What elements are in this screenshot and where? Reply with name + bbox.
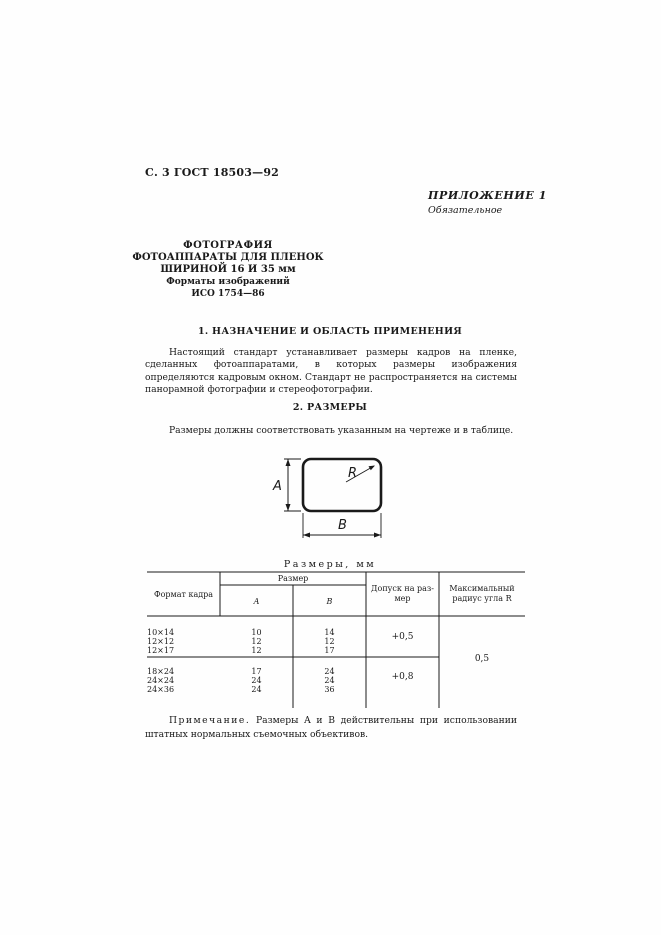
group2-format-1: 18×24 (147, 667, 175, 676)
frame-drawing (270, 452, 390, 544)
title-line-5: ИСО 1754—86 (191, 289, 265, 299)
header-radius-line-2: радиус угла R (452, 594, 512, 603)
group2-b-3: 36 (324, 685, 335, 694)
document-title-block (130, 240, 326, 300)
group2-b-2: 24 (324, 676, 335, 685)
header-format: Формат кадра (153, 590, 214, 599)
dimension-a-label: A (273, 479, 282, 494)
group1-a-1: 10 (251, 628, 262, 637)
group1-format-3: 12×17 (147, 646, 175, 655)
header-a: A (253, 597, 260, 606)
group2-a-1: 17 (251, 667, 262, 676)
note-text: Размеры A и B действительны при использовании штатных нормальных съемочных объективов. (145, 715, 517, 740)
header-tolerance-line-2: мер (394, 594, 411, 603)
group1-b-1: 14 (324, 628, 335, 637)
radius-label: R (348, 466, 358, 481)
section-1-heading: 1. НАЗНАЧЕНИЕ И ОБЛАСТЬ ПРИМЕНЕНИЯ (197, 326, 463, 337)
dimension-b-label: B (338, 518, 347, 533)
title-line-4: Форматы изображений (166, 277, 290, 287)
appendix-title: ПРИЛОЖЕНИЕ 1 (428, 189, 548, 202)
section-2-heading: 2. РАЗМЕРЫ (292, 402, 368, 413)
group2-b-1: 24 (324, 667, 335, 676)
section-2-paragraph: Размеры должны соответствовать указанным на чертеже и в таблице. (169, 425, 514, 436)
group1-format-1: 10×14 (147, 628, 175, 637)
radius-value: 0,5 (474, 654, 490, 664)
section-1-paragraph: Настоящий стандарт устанавливает размеры кадров на пленке, сделанных фотоаппаратами, в которых размеры изображения определяются кадровым окном. Стандарт не распространяется на системы панорамной фотографии и стереофотографии. (145, 347, 517, 395)
group1-a-3: 12 (251, 646, 262, 655)
title-line-1: ФОТОГРАФИЯ (183, 240, 273, 251)
table-caption: Размеры, мм (283, 559, 377, 570)
group2-a-2: 24 (251, 676, 262, 685)
group2-a-3: 24 (251, 685, 262, 694)
group2-tolerance: +0,8 (391, 672, 414, 682)
title-line-2: ФОТОАППАРАТЫ ДЛЯ ПЛЕНОК (132, 252, 324, 263)
group1-b-2: 12 (324, 637, 335, 646)
table-note (145, 714, 517, 742)
group2-format-3: 24×36 (147, 685, 175, 694)
header-radius (439, 584, 525, 604)
group1-b-3: 17 (324, 646, 335, 655)
title-line-3: ШИРИНОЙ 16 И 35 мм (160, 264, 296, 275)
header-radius-line-1: Максимальный (449, 584, 515, 593)
group1-tolerance: +0,5 (391, 632, 414, 642)
appendix-subtitle: Обязательное (428, 205, 503, 216)
group1-a-2: 12 (251, 637, 262, 646)
group1-format-2: 12×12 (147, 637, 175, 646)
dimensions-table (147, 570, 525, 708)
page-header: С. 3 ГОСТ 18503—92 (145, 166, 280, 179)
group2-format-2: 24×24 (147, 676, 175, 685)
note-label: Примечание. (169, 715, 251, 726)
header-tolerance-line-1: Допуск на раз- (371, 584, 434, 593)
header-b: B (326, 597, 333, 606)
header-tolerance (366, 584, 439, 604)
header-size: Размер (277, 574, 309, 583)
